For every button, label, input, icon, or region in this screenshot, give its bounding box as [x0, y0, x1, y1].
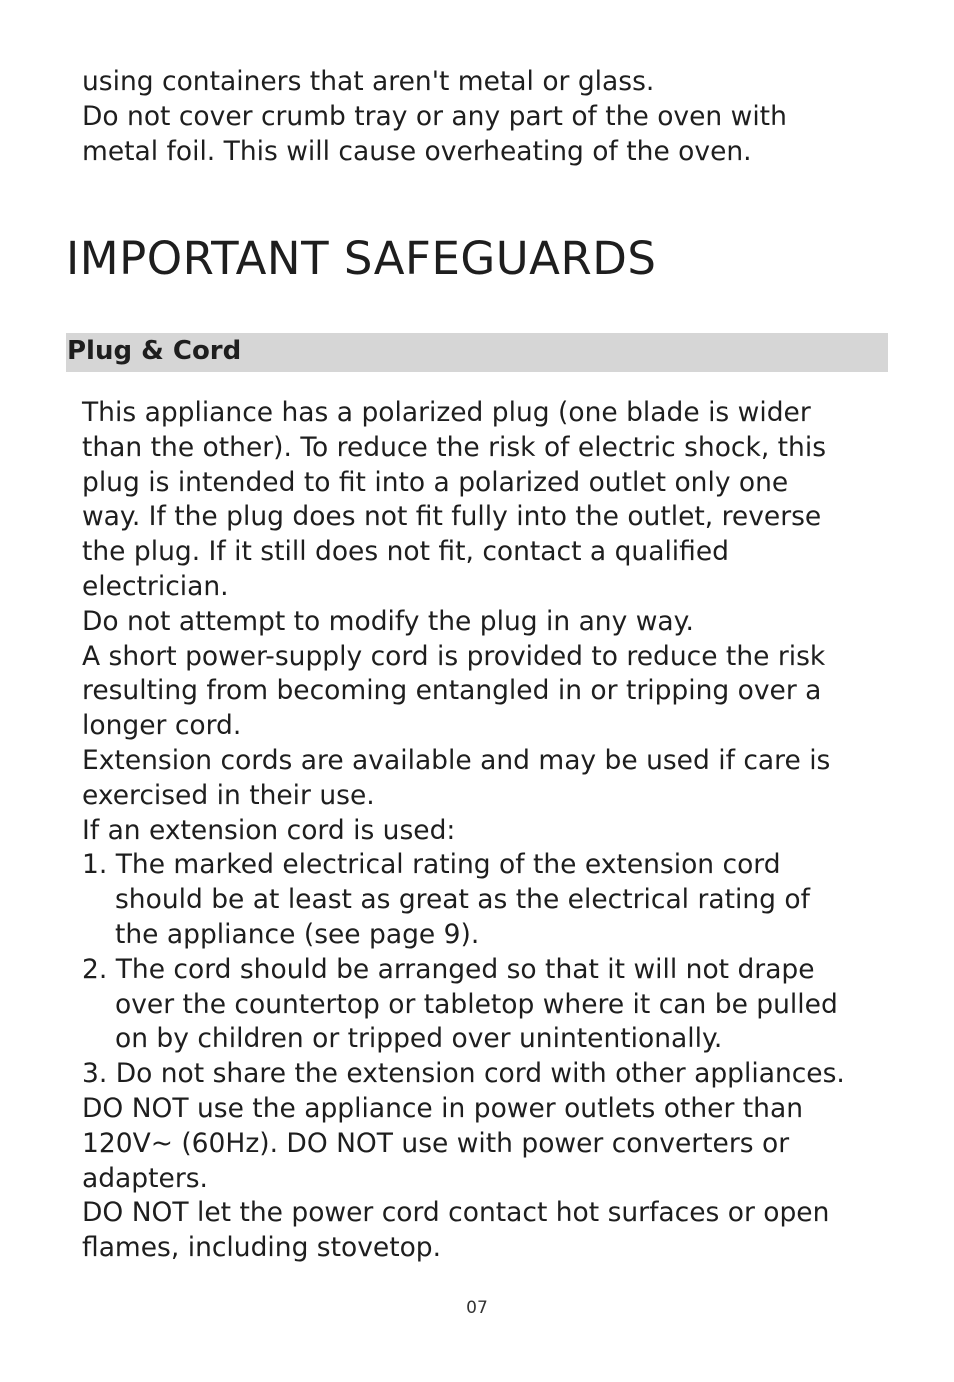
body-line: adapters. — [82, 1162, 208, 1194]
list-item-2-continuation: on by children or tripped over unintentionally. — [115, 1023, 723, 1055]
intro-text — [82, 64, 902, 169]
body-line: longer cord. — [82, 710, 242, 742]
list-item-2-continuation: over the countertop or tabletop where it can be pulled — [115, 988, 838, 1020]
intro-line: using containers that aren't metal or glass. — [82, 66, 655, 97]
list-item-1-continuation: should be at least as great as the electrical rating of — [115, 884, 810, 916]
body-line: DO NOT use the appliance in power outlets other than — [82, 1092, 803, 1124]
body-line: 120V~ (60Hz). DO NOT use with power converters or — [82, 1127, 790, 1159]
body-line: way. If the plug does not fit fully into the outlet, reverse — [82, 501, 822, 533]
list-item-1: 1. The marked electrical rating of the extension cord — [82, 849, 781, 881]
page-number: 07 — [466, 1298, 488, 1318]
body-line: electrician. — [82, 570, 229, 602]
body-line: exercised in their use. — [82, 779, 375, 811]
intro-line: metal foil. This will cause overheating of the oven. — [82, 136, 752, 167]
body-line: This appliance has a polarized plug (one blade is wider — [82, 397, 811, 428]
body-line: If an extension cord is used: — [82, 814, 456, 846]
body-line: the plug. If it still does not fit, contact a qualified — [82, 536, 729, 568]
section-header-bar — [66, 333, 888, 372]
list-item-1-continuation: the appliance (see page 9). — [115, 918, 480, 950]
body-line: DO NOT let the power cord contact hot surfaces or open — [82, 1197, 830, 1229]
body-line: flames, including stovetop. — [82, 1232, 442, 1264]
page-title: IMPORTANT SAFEGUARDS — [66, 232, 657, 285]
body-line: A short power-supply cord is provided to reduce the risk — [82, 640, 826, 672]
list-item-3: 3. Do not share the extension cord with other appliances. — [82, 1058, 845, 1090]
body-line: resulting from becoming entangled in or tripping over a — [82, 675, 822, 707]
body-line: plug is intended to fit into a polarized outlet only one — [82, 466, 789, 498]
intro-line: Do not cover crumb tray or any part of the oven with — [82, 101, 787, 132]
list-item-2: 2. The cord should be arranged so that it will not drape — [82, 953, 815, 985]
body-line: Do not attempt to modify the plug in any way. — [82, 605, 694, 637]
body-line: than the other). To reduce the risk of electric shock, this — [82, 431, 827, 463]
section-body — [82, 396, 902, 1266]
body-line: Extension cords are available and may be used if care is — [82, 744, 831, 776]
section-heading: Plug & Cord — [67, 336, 242, 366]
